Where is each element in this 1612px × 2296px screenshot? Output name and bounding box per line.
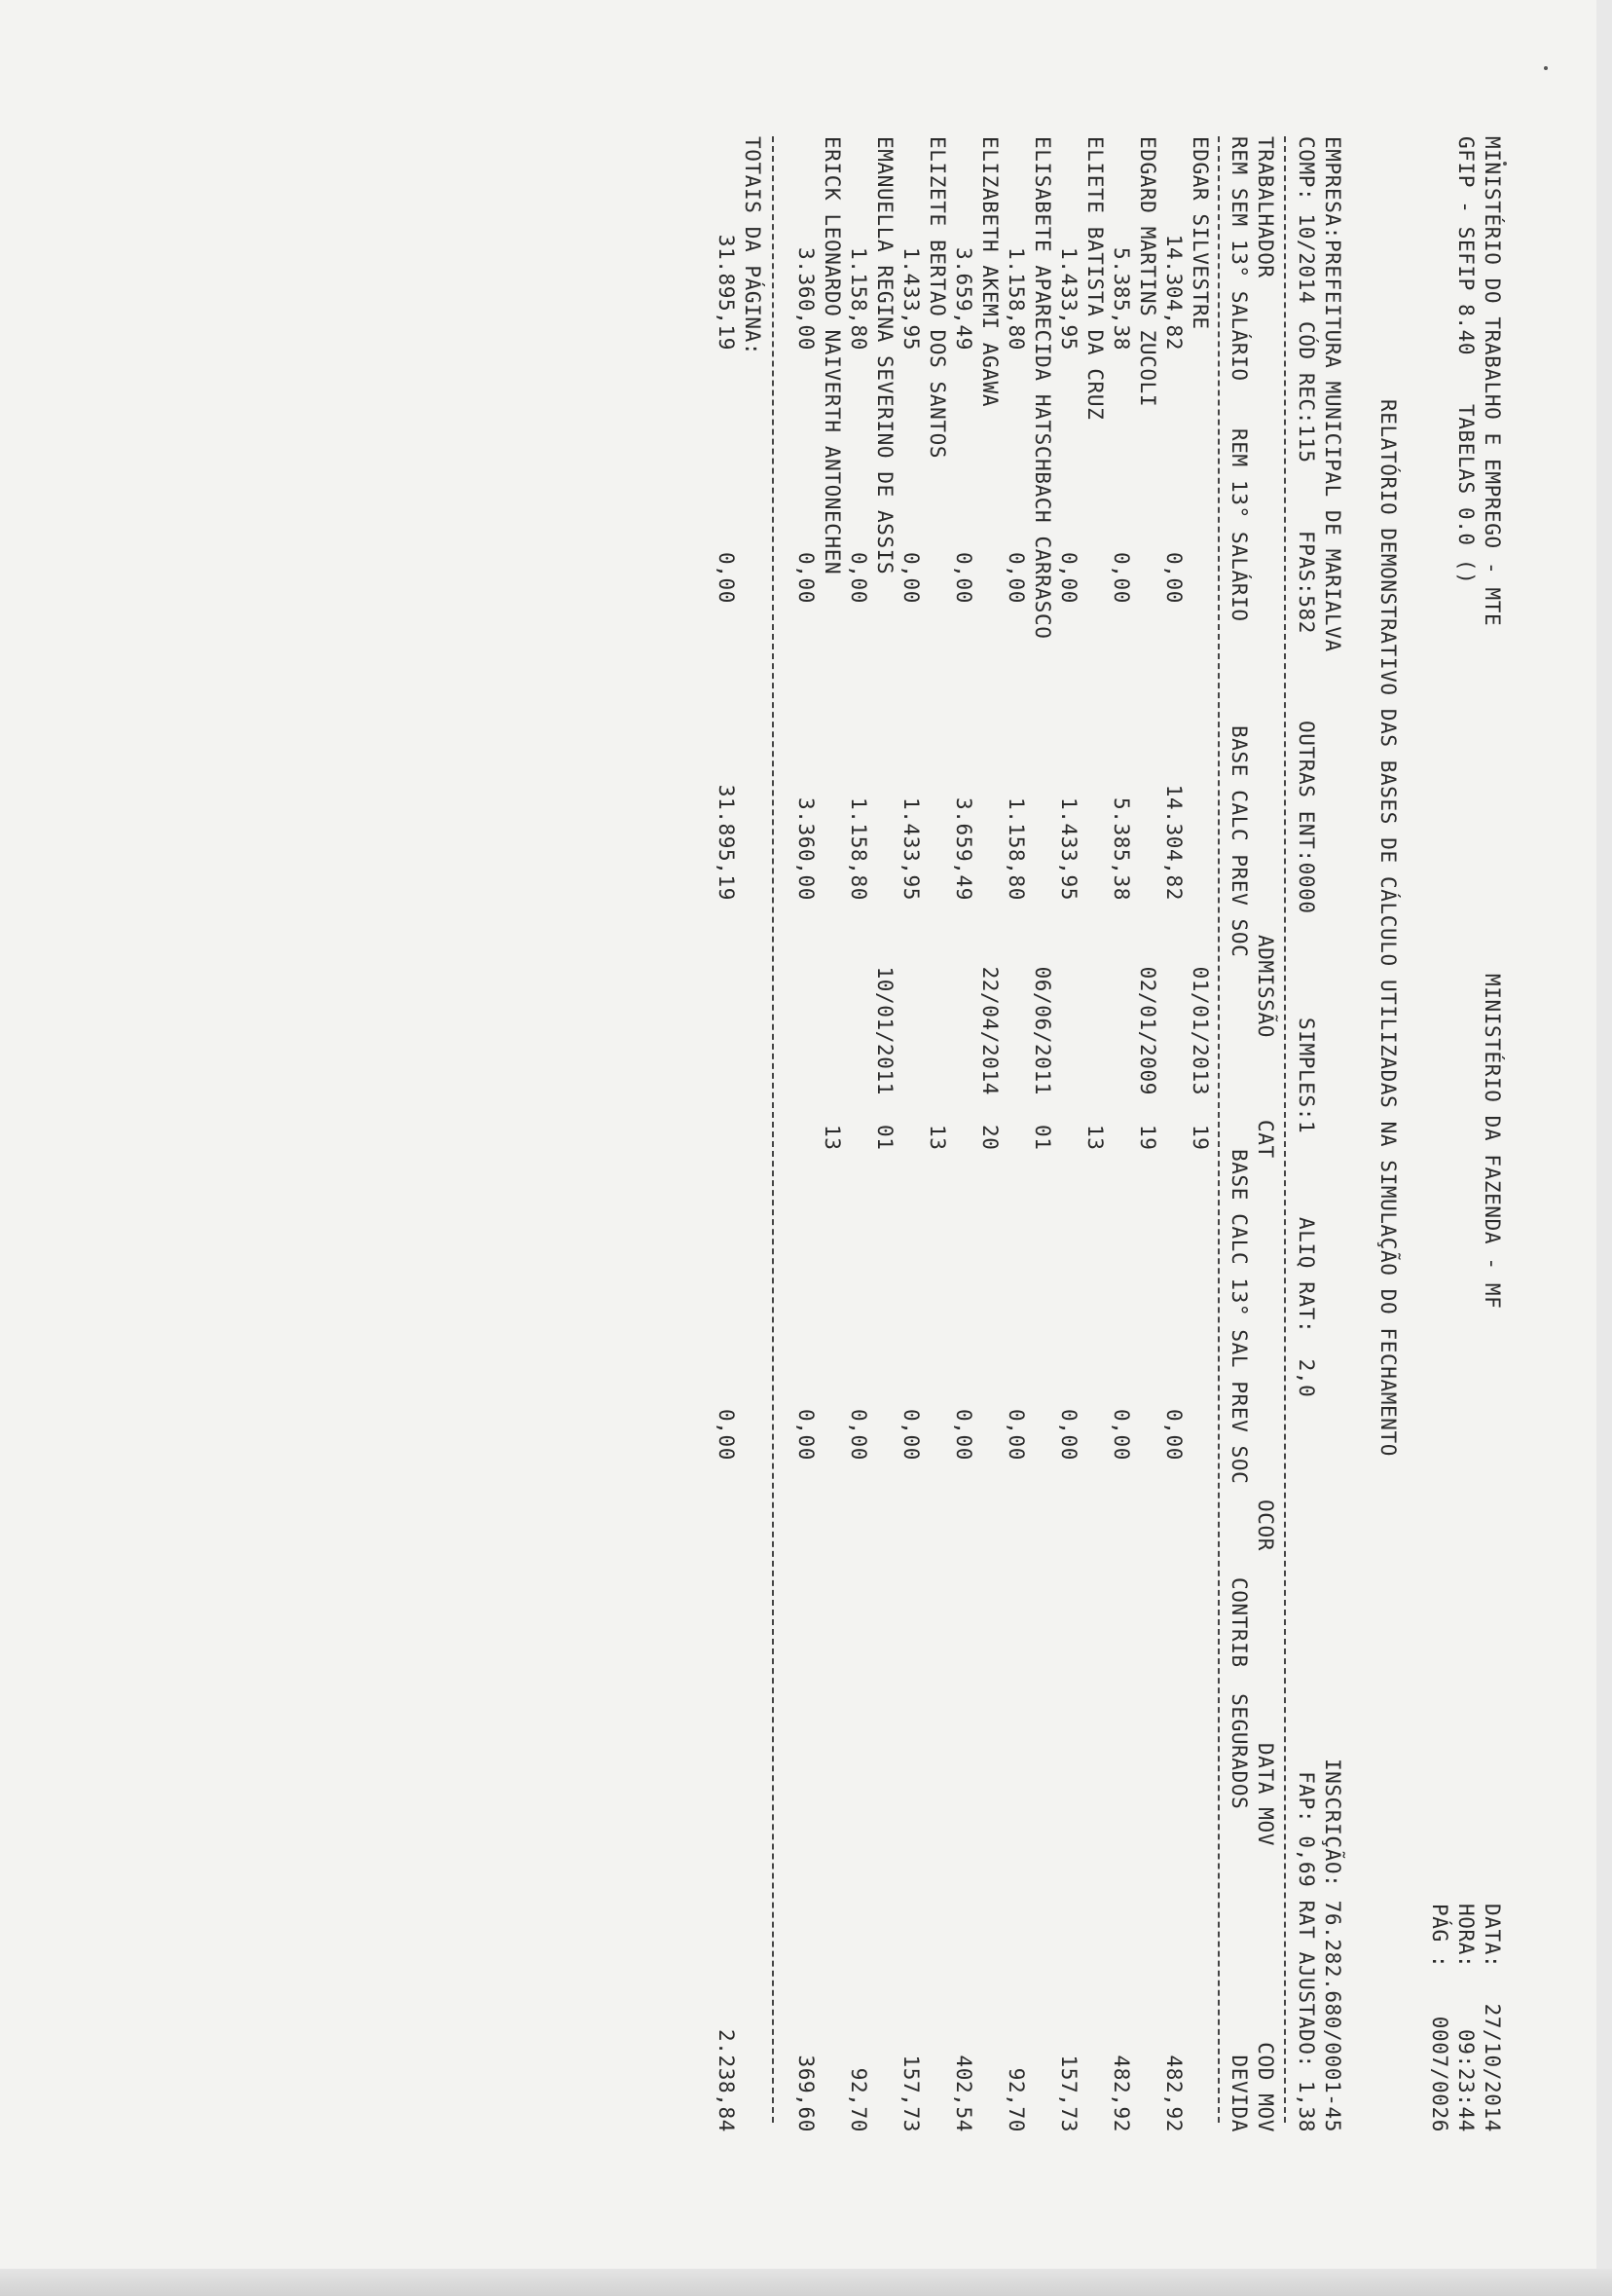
page-label: PÁG :: [1428, 1904, 1451, 1969]
fap-rat-adjusted: FAP: 0,69 RAT AJUSTADO: 1,38: [1295, 1771, 1318, 2132]
admission-date: 06/06/2011: [1031, 966, 1054, 1095]
category: 19: [1136, 1125, 1159, 1151]
page-value: 0007/0026: [1428, 2016, 1451, 2132]
table-row: [1054, 136, 1107, 2132]
divider: [772, 136, 774, 2123]
col-movement-date: DATA MOV: [1254, 1743, 1277, 1846]
base-prev-soc: 1.158,80: [847, 797, 870, 901]
rem-without-13th: 3.659,49: [952, 247, 975, 351]
fpas-code: FPAS:582: [1295, 531, 1318, 634]
contribution-due: 92,70: [1005, 2067, 1028, 2132]
rem-without-13th: 1.433,95: [1057, 247, 1081, 351]
worker-name: ELIZABETH AKEMI AGAWA: [978, 136, 1002, 408]
system-version: GFIP - SEFIP 8.40: [1454, 136, 1478, 356]
contribution-due: 482,92: [1162, 2055, 1186, 2132]
base-13th: 0,00: [794, 1409, 818, 1461]
base-prev-soc: 3.659,49: [952, 797, 975, 901]
rem-without-13th: 1.158,80: [847, 247, 870, 351]
report-sheet: [360, 136, 1504, 2142]
worker-name: ELISABETE APARECIDA HATSCHBACH CARRASCO: [1031, 136, 1054, 640]
contribution-due: 369,60: [794, 2055, 818, 2132]
col-insured-contribution: CONTRIB SEGURADOS: [1227, 1577, 1251, 1810]
contribution-due: 482,92: [1110, 2055, 1133, 2132]
base-13th: 0,00: [1057, 1409, 1081, 1461]
rem-13th: 0,00: [1162, 552, 1186, 604]
totals-row: [712, 136, 764, 2132]
table-row: [791, 136, 844, 2132]
scan-edge: [1596, 0, 1612, 2296]
ministry-right: MINISTÉRIO DA FAZENDA - MF: [1481, 974, 1504, 1310]
category: 19: [1189, 1125, 1212, 1151]
base-prev-soc: 1.433,95: [899, 797, 923, 901]
date-label: DATA:: [1481, 1904, 1504, 1969]
divider: [1218, 136, 1220, 2123]
table-row: [1159, 136, 1212, 2132]
company-name: EMPRESA:PREFEITURA MUNICIPAL DE MARIALVA: [1321, 136, 1344, 652]
rem-13th: 0,00: [1110, 552, 1133, 604]
rem-13th: 0,00: [952, 552, 975, 604]
scan-speck: [1544, 66, 1548, 70]
table-row: [897, 136, 949, 2132]
table-row: [1002, 136, 1054, 2132]
base-prev-soc: 3.360,00: [794, 797, 818, 901]
rem-13th: 0,00: [847, 552, 870, 604]
contribution-due: 157,73: [899, 2055, 923, 2132]
total-rem-without-13th: 31.895,19: [714, 234, 738, 351]
col-category: CAT: [1254, 1120, 1277, 1159]
col-base-prev-soc: BASE CALC PREV SOC: [1227, 725, 1251, 958]
base-13th: 0,00: [847, 1409, 870, 1461]
scan-edge: [0, 2269, 1612, 2296]
rem-without-13th: 3.360,00: [794, 247, 818, 351]
base-13th: 0,00: [1005, 1409, 1028, 1461]
time-label: HORA:: [1454, 1904, 1478, 1969]
collection-code: CÓD REC:115: [1295, 321, 1318, 463]
contribution-due: 157,73: [1057, 2055, 1081, 2132]
category: 13: [821, 1125, 844, 1151]
time-value: 09:23:44: [1454, 2029, 1478, 2132]
col-worker: TRABALHADOR: [1254, 136, 1277, 278]
table-row: [844, 136, 897, 2132]
rem-without-13th: 14.304,82: [1162, 234, 1186, 351]
base-13th: 0,00: [1110, 1409, 1133, 1461]
admission-date: 02/01/2009: [1136, 966, 1159, 1095]
table-row: [949, 136, 1002, 2132]
rem-13th: 0,00: [1005, 552, 1028, 604]
rem-without-13th: 5.385,38: [1110, 247, 1133, 351]
table-row: [1107, 136, 1159, 2132]
base-prev-soc: 14.304,82: [1162, 784, 1186, 901]
col-base-13th-prev-soc: BASE CALC 13° SAL PREV SOC: [1227, 1149, 1251, 1485]
col-movement-code: COD MOV: [1254, 2042, 1277, 2132]
worker-name: ERICK LEONARDO NAIVERTH ANTONECHEN: [821, 136, 844, 575]
col-admission: ADMISSÃO: [1254, 935, 1277, 1038]
total-base-13th: 0,00: [714, 1409, 738, 1461]
base-prev-soc: 1.158,80: [1005, 797, 1028, 901]
category: 01: [1031, 1125, 1054, 1151]
worker-name: EDGARD MARTINS ZUCOLI: [1136, 136, 1159, 408]
worker-name: ELIETE BATISTA DA CRUZ: [1083, 136, 1107, 421]
base-prev-soc: 1.433,95: [1057, 797, 1081, 901]
admission-date: 01/01/2013: [1189, 966, 1212, 1095]
rem-13th: 0,00: [1057, 552, 1081, 604]
rem-without-13th: 1.158,80: [1005, 247, 1028, 351]
date-value: 27/10/2014: [1481, 2003, 1504, 2132]
col-rem-13th: REM 13° SALÁRIO: [1227, 428, 1251, 622]
category: 13: [1083, 1125, 1107, 1151]
total-base-prev-soc: 31.895,19: [714, 784, 738, 901]
tables-version: TABELAS 0.0 (): [1454, 404, 1478, 585]
rat-rate: ALIQ RAT: 2,0: [1295, 1217, 1318, 1398]
other-entities: OUTRAS ENT:0000: [1295, 721, 1318, 914]
totals-label: TOTAIS DA PÁGINA:: [741, 136, 764, 356]
worker-name: EDGAR SILVESTRE: [1189, 136, 1212, 330]
worker-name: EMANUELLA REGINA SEVERINO DE ASSIS: [873, 136, 897, 575]
total-contribution-due: 2.238,84: [714, 2029, 738, 2132]
report-title: RELATÓRIO DEMONSTRATIVO DAS BASES DE CÁLCULO UTILIZADAS NA SIMULAÇÃO DO FECHAMENTO: [1376, 399, 1400, 1457]
rem-13th: 0,00: [899, 552, 923, 604]
competence: COMP: 10/2014: [1295, 136, 1318, 305]
col-due: DEVIDA: [1227, 2055, 1251, 2132]
ministry-left: MINISTÉRIO DO TRABALHO E EMPREGO - MTE: [1481, 136, 1504, 627]
contribution-due: 92,70: [847, 2067, 870, 2132]
rem-without-13th: 1.433,95: [899, 247, 923, 351]
col-occurrence: OCOR: [1254, 1500, 1277, 1551]
category: 13: [926, 1125, 949, 1151]
admission-date: 22/04/2014: [978, 966, 1002, 1095]
base-13th: 0,00: [1162, 1409, 1186, 1461]
rem-13th: 0,00: [794, 552, 818, 604]
category: 01: [873, 1125, 897, 1151]
admission-date: 10/01/2011: [873, 966, 897, 1095]
category: 20: [978, 1125, 1002, 1151]
base-13th: 0,00: [899, 1409, 923, 1461]
base-prev-soc: 5.385,38: [1110, 797, 1133, 901]
total-rem-13th: 0,00: [714, 552, 738, 604]
col-rem-without-13th: REM SEM 13° SALÁRIO: [1227, 136, 1251, 382]
divider: [1284, 136, 1286, 2123]
base-13th: 0,00: [952, 1409, 975, 1461]
worker-name: ELIZETE BERTAO DOS SANTOS: [926, 136, 949, 460]
simples-flag: SIMPLES:1: [1295, 1018, 1318, 1134]
company-registration: INSCRIÇÃO: 76.282.680/0001-45: [1321, 1758, 1344, 2132]
contribution-due: 402,54: [952, 2055, 975, 2132]
